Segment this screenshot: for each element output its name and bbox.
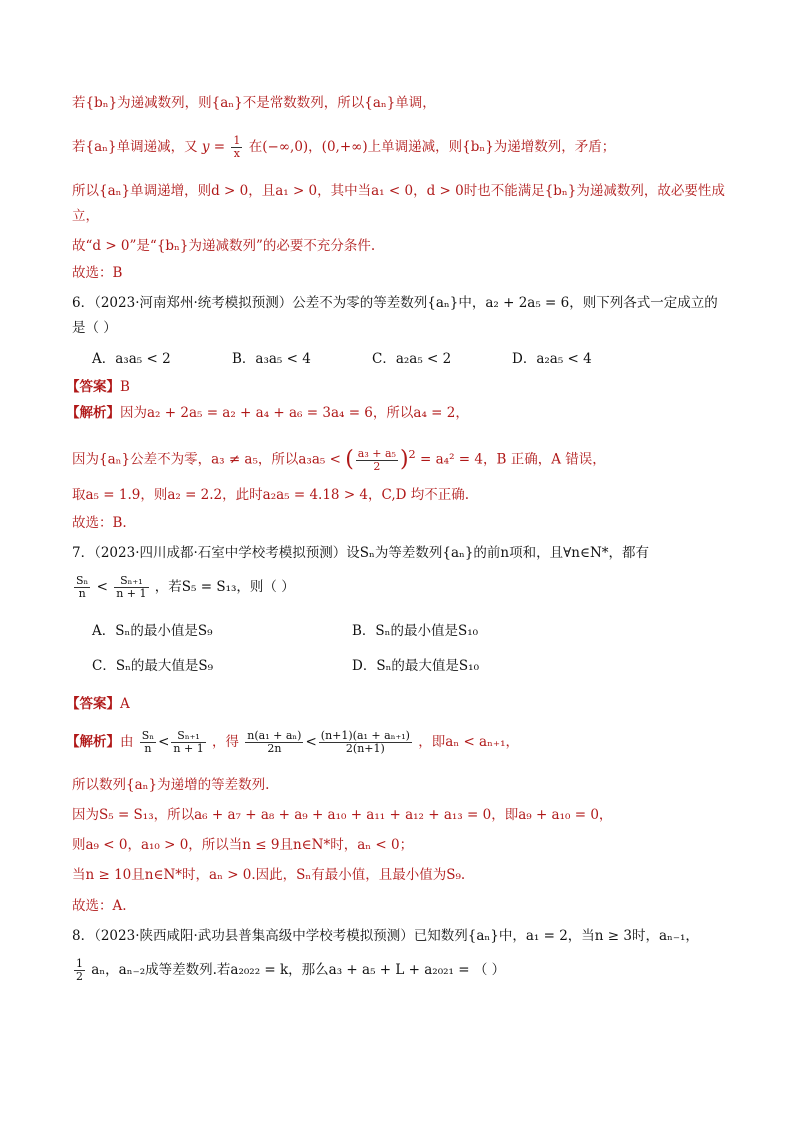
answer-tag: 【答案】 [66,379,120,395]
paren-right: ) [399,447,409,472]
exponent-2: 2 [408,448,416,461]
frac-num: 1 [76,957,83,970]
text-span: 若{aₙ}单调递减，又 [72,139,198,155]
text-span: 在(−∞,0)，(0,+∞)上单调递减，则{bₙ}为递增数列，矛盾； [248,139,616,155]
frac-den: x [233,147,241,160]
text-span: aₙ，aₙ₋₂成等差数列.若a₂₀₂₂ = k，那么a₃ + a₅ + L + a₂₀₂₁ = （ ） [91,962,506,978]
frac-num: 1 [233,134,241,147]
q6-analysis-3 [72,484,469,506]
q6-stem-cont: 是（ ） [72,320,117,336]
text-span: C,D 均不正确. [381,487,470,503]
fraction-1-over-x [231,135,242,160]
solution-line-1: 若{bₙ}为递减数列，则{aₙ}不是常数数列，所以{aₙ}单调， [72,95,436,111]
q7-option-b: B．Sₙ的最小值是S₁₀ [352,623,479,639]
q7-analysis-2: 所以数列{aₙ}为递增的等差数列. [72,777,270,793]
fraction-sn-over-n [140,730,156,755]
math-y: y = [201,139,226,155]
frac-den: n + 1 [116,587,147,600]
q6-option-b: B．a₃a₅ < 4 [232,351,311,367]
frac-den: 2 [76,970,83,983]
q6-option-d: D．a₂a₅ < 4 [512,351,592,367]
q6-answer [66,376,130,398]
q8-stem: 8．（2023·陕西咸阳·武功县普集高级中学校考模拟预测）已知数列{aₙ}中，a₁ = 2，当n ≥ 3时，aₙ₋₁， [72,928,699,944]
solution-line-4: 故“d > 0”是“{bₙ}为递减数列”的必要不充分条件. [72,238,376,254]
q7-option-d: D．Sₙ的最大值是S₁₀ [352,658,479,674]
frac-num: Sₙ₊₁ [114,575,148,588]
text-span: < [96,579,108,595]
q7-analysis-5: 当n ≥ 10且n∈N*时，aₙ > 0.因此，Sₙ有最小值，且最小值为S₉. [72,867,466,883]
analysis-tag: 【解析】 [66,405,120,421]
frac-num: Sₙ₊₁ [171,730,205,743]
solution-line-3: 所以{aₙ}单调递增，则d > 0，且a₁ > 0，其中当a₁ < 0，d > 0时也不能满足{bₙ}为递减数列，故必要性成 [72,183,725,199]
solution-line-3b: 立， [72,208,99,224]
q6-analysis-2 [72,444,606,473]
frac-num: Sₙ [76,574,89,587]
frac-den: n [144,742,152,755]
q7-stem: 7．（2023·四川成都·石室中学校考模拟预测）设Sₙ为等差数列{aₙ}的前n项和，且∀n∈N*，都有 [72,545,650,561]
frac-num: Sₙ [141,729,155,742]
frac-den: 2 [373,459,381,473]
text-span: 因为{aₙ}公差不为零，a₃ ≠ a₅，所以a₃a₅ < [72,451,341,468]
frac-den: n [78,587,86,600]
answer-value: B [120,379,130,395]
text-span: ，得 [212,734,239,750]
fraction-one-half [74,958,85,983]
q7-analysis-1 [66,730,519,755]
solution-line-2 [72,135,615,160]
frac-den: 2(n+1) [345,742,385,755]
q7-final: 故选：A. [72,898,127,914]
q7-analysis-3: 因为S₅ = S₁₃，所以a₆ + a₇ + a₈ + a₉ + a₁₀ + a₁₁ + a₁₂ + a₁₃ = 0，即a₉ + a₁₀ = 0， [72,807,613,823]
text-span: 取a₅ = 1.9，则a₂ = 2.2，此时a₂a₅ = 4.18 > 4， [72,487,382,503]
analysis-tag: 【解析】 [66,734,120,750]
q6-option-a: A．a₃a₅ < 2 [92,351,171,367]
text-span: ，若S₅ = S₁₃，则（ ） [154,579,295,595]
fraction-avg [356,448,398,473]
frac-num: (n+1)(a₁ + aₙ₊₁) [320,729,410,742]
q7-answer [66,693,130,715]
frac-num: n(a₁ + aₙ) [247,729,302,742]
q7-analysis-4: 则a₉ < 0，a₁₀ > 0，所以当n ≤ 9且n∈N*时，aₙ < 0； [72,837,414,853]
q7-stem-cont [72,575,295,600]
frac-den: 2n [267,742,282,755]
q8-stem-cont [72,958,505,983]
fraction-n-a1-an [245,730,303,755]
fraction-sn1-over-n1 [171,730,205,755]
q6-final: 故选：B. [72,515,127,531]
text-span: = a₄² = 4， [420,451,497,468]
q7-option-a: A．Sₙ的最小值是S₉ [92,623,213,639]
paren-left: ( [345,447,354,472]
text-span: 因为a₂ + 2a₅ = a₂ + a₄ + a₆ = 3a₄ = 6，所以a₄ = 2， [120,405,469,421]
answer-tag: 【答案】 [66,696,120,712]
answer-value: A [120,696,130,712]
fraction-n1-a1-an1 [319,730,412,755]
solution-final: 故选：B [72,265,123,281]
frac-den: n + 1 [173,742,204,755]
q6-option-c: C．a₂a₅ < 2 [372,351,452,367]
q7-option-c: C．Sₙ的最大值是S₉ [92,658,214,674]
text-span: 由 [120,734,134,750]
text-span: ，即aₙ < aₙ₊₁， [418,734,519,750]
text-span: < [305,734,317,750]
q6-analysis-1 [66,402,469,424]
text-span: B 正确，A 错误， [496,451,606,468]
q6-stem: 6．（2023·河南郑州·统考模拟预测）公差不为零的等差数列{aₙ}中，a₂ + 2a₅ = 6，则下列各式一定成立的 [72,295,718,311]
frac-num: a₃ + a₅ [357,446,396,460]
text-span: < [158,734,170,750]
fraction-sn1-over-n1 [114,575,148,600]
fraction-sn-over-n [74,575,90,600]
